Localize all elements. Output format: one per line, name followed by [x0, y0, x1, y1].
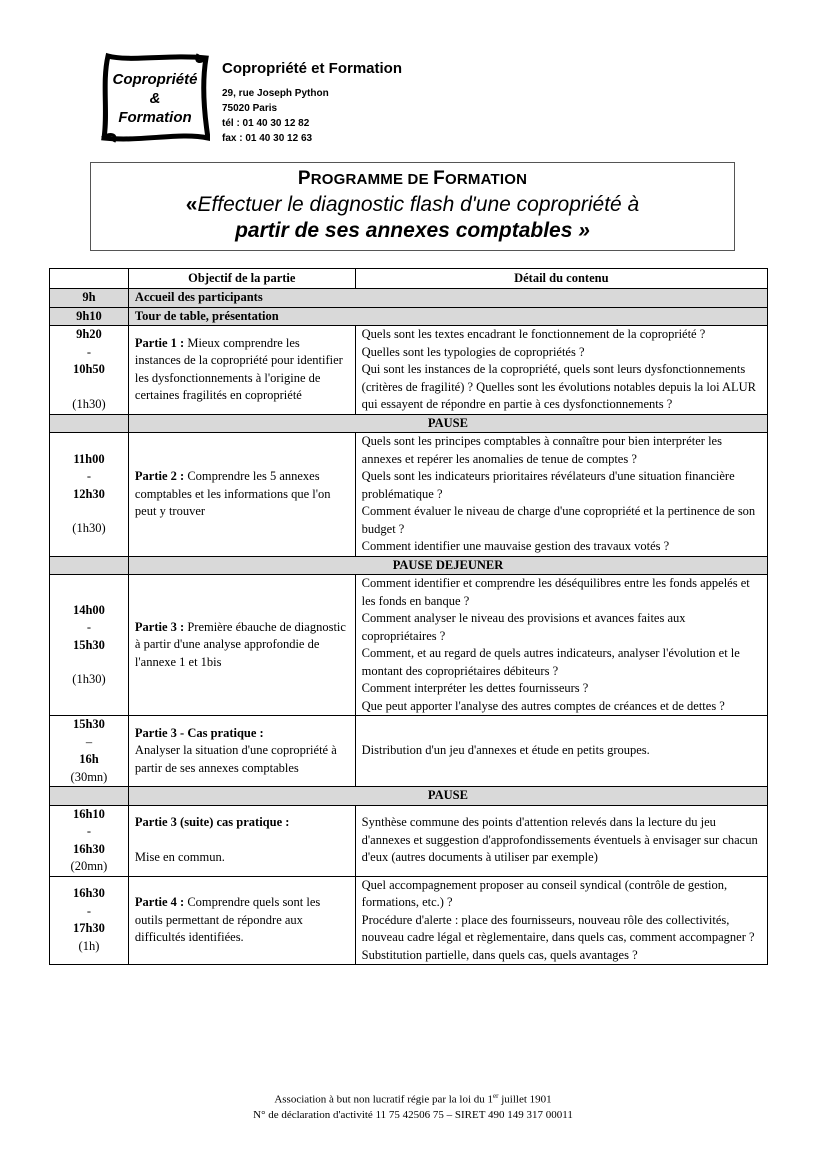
detail-item: Comment évaluer le niveau de charge d'une copropriété et la pertinence de son budget ?: [361, 504, 756, 536]
organization-phone: tél : 01 40 30 12 82: [222, 118, 310, 129]
logo: [100, 52, 210, 144]
detail-item: Quels sont les indicateurs prioritaires révélateurs d'une situation financière problématique ?: [361, 469, 735, 501]
logo-line-1: Copropriété: [112, 70, 198, 88]
time-duration: (1h30): [72, 672, 106, 686]
table-row: [50, 805, 768, 876]
row-time: [50, 805, 129, 876]
detail-item: Quels sont les principes comptables à connaître pour bien interpréter les annexes et repérer les anomalies de tenue de comptes ?: [361, 434, 722, 466]
title-initial-f: F: [433, 168, 445, 189]
part-label: Partie 1 :: [134, 335, 185, 350]
time-start: 14h00: [72, 602, 105, 617]
pause-row: [50, 414, 768, 433]
part-text: Analyser la situation d'une copropriété à partir de ses annexes comptables: [134, 743, 337, 775]
header-detail: Détail du contenu: [355, 269, 767, 289]
organization-name: Copropriété et Formation: [222, 60, 403, 77]
detail-item: Distribution d'un jeu d'annexes et étude en petits groupes.: [361, 743, 650, 758]
program-table: [49, 268, 768, 965]
time-dash: -: [86, 824, 92, 838]
row-time: 9h10: [50, 307, 129, 326]
row-time: [50, 716, 129, 787]
row-time: [50, 433, 129, 557]
detail-item: Comment interpréter les dettes fournisseurs ?: [361, 681, 589, 695]
footer: [0, 1089, 826, 1123]
time-duration: (20mn): [70, 859, 108, 873]
time-end: 16h: [79, 752, 99, 766]
row-objective: [128, 876, 355, 965]
part-label: Partie 3 :: [134, 619, 185, 634]
logo-line-3: Formation: [118, 108, 192, 126]
course-title-line-2: partir de ses annexes comptables »: [235, 219, 590, 242]
header-objective: Objectif de la partie: [128, 269, 355, 289]
time-duration: (30mn): [70, 769, 108, 784]
time-dash: –: [85, 734, 93, 749]
row-objective: [128, 433, 355, 557]
table-row: [50, 876, 768, 965]
part-label: Partie 3 - Cas pratique :: [134, 725, 264, 740]
table-row: [50, 326, 768, 415]
row-label: Accueil des participants: [128, 289, 767, 308]
footer-text-a: Association à but non lucratif régie par la loi du 1: [274, 1093, 494, 1106]
footer-line-2: N° de déclaration d'activité 11 75 42506 75 – SIRET 490 149 317 00011: [253, 1108, 573, 1121]
detail-item: Qui sont les instances de la copropriété, quels sont leurs dysfonctionnements (critères de fragilité) ? Quelles sont les évolutions notables depuis la loi ALUR qui essayent de répondre en partie à ces dysfonctionnements ?: [361, 362, 757, 411]
time-duration: (1h30): [72, 521, 106, 536]
time-end: 15h30: [72, 637, 105, 652]
time-start: 16h30: [72, 886, 105, 901]
row-objective: [128, 716, 355, 787]
title-smallcaps-2: ORMATION: [444, 171, 528, 188]
pause-label: PAUSE: [128, 787, 767, 806]
detail-item: Quelles sont les typologies de copropriétés ?: [361, 344, 585, 359]
pause-spacer: [50, 414, 129, 433]
part-text: Comprendre les 5 annexes comptables et les informations que l'on peut y trouver: [134, 469, 331, 518]
footer-text-b: juillet 1901: [498, 1093, 552, 1106]
time-start: 11h00: [73, 451, 105, 466]
table-row: [50, 716, 768, 787]
pause-row: [50, 787, 768, 806]
row-detail: [355, 575, 767, 716]
time-start: 16h10: [72, 806, 105, 821]
logo-text: [100, 52, 210, 144]
time-duration: (1h30): [72, 396, 106, 411]
row-time: [50, 326, 129, 415]
time-dash: -: [86, 469, 92, 484]
time-dash: -: [86, 620, 92, 634]
time-end: 10h50: [72, 362, 105, 377]
row-time: 9h: [50, 289, 129, 308]
row-detail: [355, 805, 767, 876]
pause-label: PAUSE DEJEUNER: [128, 556, 767, 575]
time-start: 15h30: [72, 717, 105, 731]
organization-city: 75020 Paris: [222, 103, 278, 114]
pause-spacer: [50, 787, 129, 806]
part-text: Mise en commun.: [134, 850, 225, 865]
detail-item: Quels sont les textes encadrant le fonctionnement de la copropriété ?: [361, 327, 706, 341]
pause-label: PAUSE: [128, 414, 767, 433]
title-initial-p: P: [297, 168, 311, 189]
time-duration: (1h): [78, 938, 100, 953]
part-text: Première ébauche de diagnostic à partir d'une analyse approfondie de l'annexe 1 et 1bis: [134, 619, 346, 669]
open-quote: «: [185, 193, 198, 216]
row-objective: [128, 575, 355, 716]
detail-item: Synthèse commune des points d'attention relevés dans la lecture du jeu d'annexes et suggestion d'approfondissements éventuels à envisager sur chacun d'eux (autres documents à utiliser par exemple): [361, 815, 758, 865]
row-detail: [355, 326, 767, 415]
footer-line-1: [0, 1089, 826, 1108]
row-time: [50, 876, 129, 965]
pause-row: [50, 556, 768, 575]
table-header-row: [50, 269, 768, 289]
title-smallcaps-1: ROGRAMME DE: [310, 171, 434, 188]
part-text: Mieux comprendre les instances de la copropriété pour identifier les dysfonctionnements à l'origine de certaines fragilités en copropriété: [134, 335, 343, 403]
logo-line-2: &: [149, 89, 161, 107]
row-label: Tour de table, présentation: [128, 307, 767, 326]
organization-fax: fax : 01 40 30 12 63: [222, 133, 313, 144]
table-row: [50, 289, 768, 308]
detail-item: Comment identifier une mauvaise gestion des travaux votés ?: [361, 539, 670, 553]
pause-spacer: [50, 556, 129, 575]
organization-info: [222, 60, 402, 146]
table-row: [50, 433, 768, 557]
part-label: Partie 2 :: [134, 469, 185, 483]
detail-item: Procédure d'alerte : place des fournisseurs, nouveau rôle des collectivités, nouveau cadre légal et règlementaire, dans quels cas, comment accompagner ?: [361, 912, 755, 944]
row-objective: [128, 805, 355, 876]
time-end: 17h30: [72, 921, 105, 936]
row-objective: [128, 326, 355, 415]
course-title-line-1: [91, 192, 734, 218]
detail-item: Comment identifier et comprendre les déséquilibres entre les fonds appelés et les fonds en banque ?: [361, 576, 750, 608]
time-end: 12h30: [72, 486, 105, 501]
footer-sup: er: [493, 1092, 499, 1100]
time-start: 9h20: [76, 327, 102, 342]
detail-item: Comment, et au regard de quels autres indicateurs, analyser l'évolution et le montant des copropriétaires débiteurs ?: [361, 646, 740, 678]
course-title-text-1: Effectuer le diagnostic flash d'une copropriété à: [197, 193, 640, 216]
part-text: Comprendre quels sont les outils permettant de répondre aux difficultés identifiées.: [134, 895, 321, 944]
table-row: [50, 575, 768, 716]
time-dash: -: [86, 903, 92, 918]
detail-item: Quel accompagnement proposer au conseil syndical (contrôle de gestion, formations, etc.) ?: [361, 877, 728, 909]
table-row: [50, 307, 768, 326]
part-label: Partie 4 :: [134, 895, 185, 909]
organization-address: 29, rue Joseph Python: [222, 88, 329, 99]
header-time: [50, 269, 129, 289]
time-end: 16h30: [72, 841, 105, 856]
row-detail: [355, 433, 767, 557]
detail-item: Comment analyser le niveau des provisions et avances faites aux copropriétaires ?: [361, 611, 686, 643]
row-detail: [355, 876, 767, 965]
detail-item: Que peut apporter l'analyse des autres comptes de créances et de dettes ?: [361, 698, 725, 713]
program-title: [91, 168, 734, 190]
time-dash: -: [86, 344, 92, 359]
row-detail: [355, 716, 767, 787]
title-box: [90, 162, 735, 251]
row-time: [50, 575, 129, 716]
detail-item: Substitution partielle, dans quels cas, quels avantages ?: [361, 947, 638, 962]
part-label: Partie 3 (suite) cas pratique :: [134, 815, 290, 830]
